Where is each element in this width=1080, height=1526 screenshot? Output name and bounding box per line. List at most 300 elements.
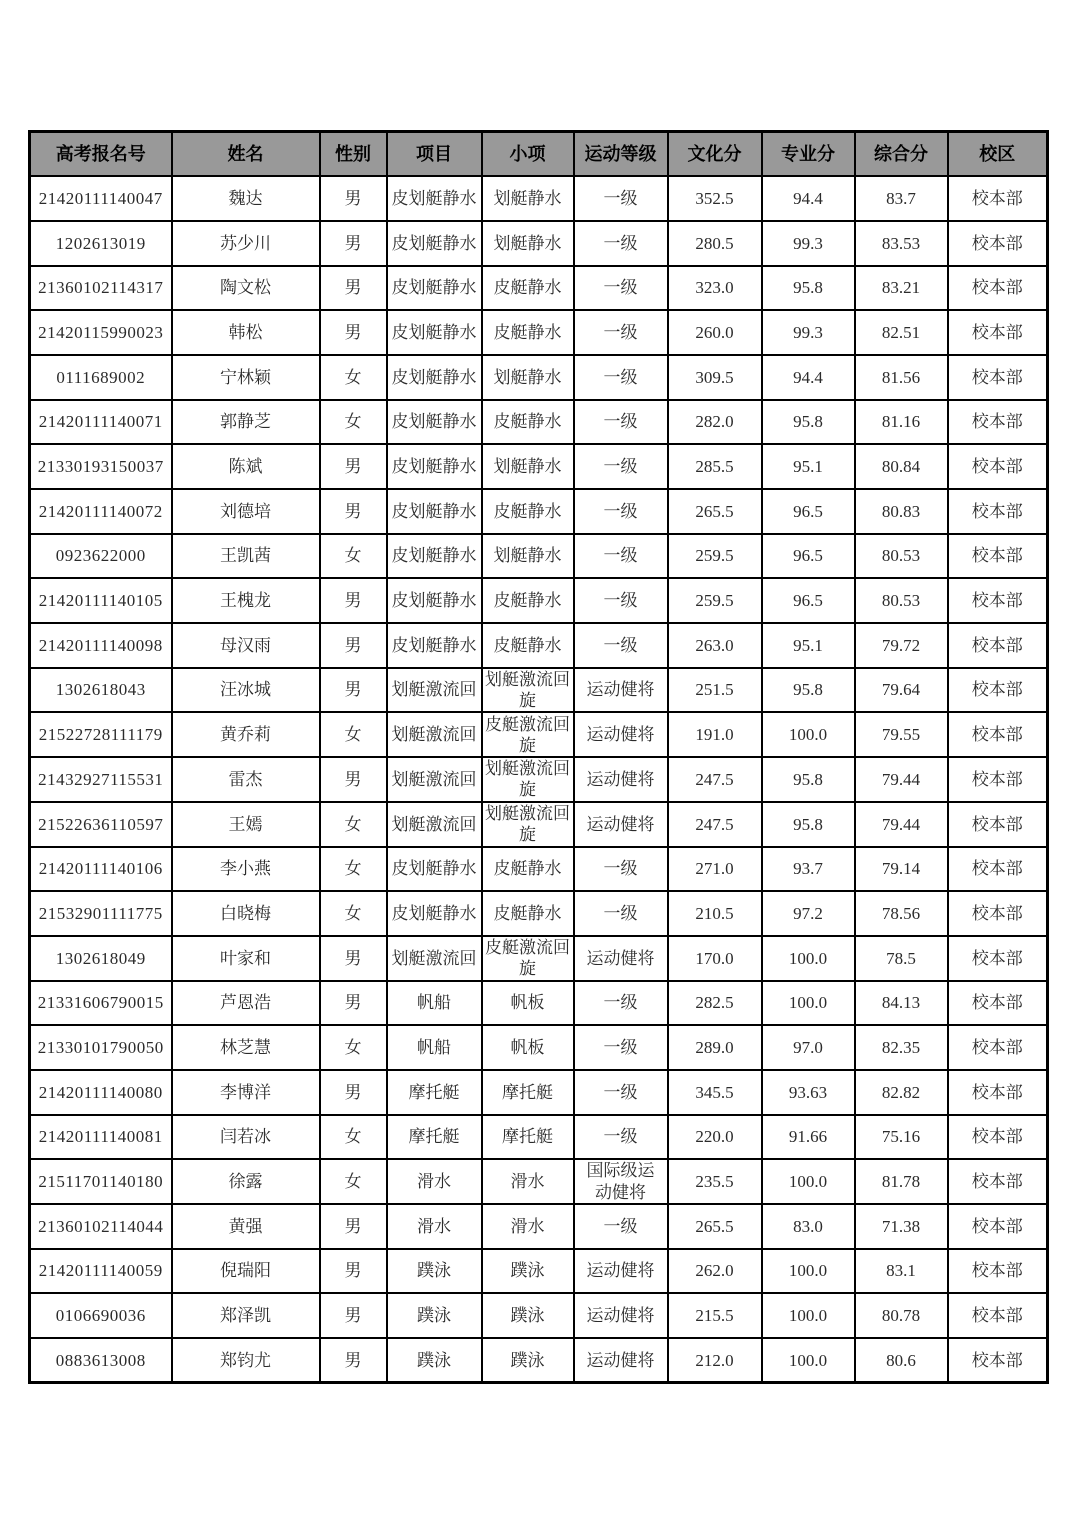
cell-gender: 男 — [320, 1204, 387, 1249]
cell-event: 划艇静水 — [482, 444, 574, 489]
cell-gender: 男 — [320, 444, 387, 489]
cell-event: 滑水 — [482, 1159, 574, 1204]
table-row — [30, 310, 1048, 355]
cell-athlete-level: 一级 — [574, 534, 668, 579]
cell-exam-id: 0883613008 — [30, 1338, 172, 1383]
cell-culture-score: 352.5 — [668, 176, 762, 221]
cell-event: 皮艇静水 — [482, 847, 574, 892]
table-row — [30, 444, 1048, 489]
cell-exam-id: 21331606790015 — [30, 981, 172, 1026]
cell-exam-id: 21330101790050 — [30, 1025, 172, 1070]
cell-event: 蹼泳 — [482, 1293, 574, 1338]
cell-name: 闫若冰 — [172, 1115, 320, 1160]
cell-name: 倪瑞阳 — [172, 1249, 320, 1294]
cell-major-score: 95.1 — [762, 444, 855, 489]
cell-composite-score: 79.44 — [855, 757, 948, 802]
cell-athlete-level: 一级 — [574, 1204, 668, 1249]
cell-name: 林芝慧 — [172, 1025, 320, 1070]
cell-gender: 男 — [320, 668, 387, 713]
cell-name: 刘德培 — [172, 489, 320, 534]
cell-athlete-level: 运动健将 — [574, 1293, 668, 1338]
cell-culture-score: 212.0 — [668, 1338, 762, 1383]
table-row — [30, 1025, 1048, 1070]
cell-athlete-level: 国际级运动健将 — [574, 1159, 668, 1204]
cell-campus: 校本部 — [948, 1249, 1048, 1294]
cell-culture-score: 215.5 — [668, 1293, 762, 1338]
cell-athlete-level: 运动健将 — [574, 1249, 668, 1294]
table-row — [30, 534, 1048, 579]
cell-sport: 划艇激流回 — [387, 802, 482, 847]
cell-culture-score: 220.0 — [668, 1115, 762, 1160]
cell-exam-id: 21420111140098 — [30, 623, 172, 668]
column-header-gender: 性别 — [320, 132, 387, 177]
cell-major-score: 96.5 — [762, 489, 855, 534]
table-row — [30, 176, 1048, 221]
cell-culture-score: 265.5 — [668, 489, 762, 534]
cell-name: 白晓梅 — [172, 891, 320, 936]
cell-gender: 男 — [320, 1070, 387, 1115]
cell-major-score: 95.8 — [762, 757, 855, 802]
cell-campus: 校本部 — [948, 1115, 1048, 1160]
cell-exam-id: 21420111140081 — [30, 1115, 172, 1160]
cell-name: 陈斌 — [172, 444, 320, 489]
cell-composite-score: 78.5 — [855, 936, 948, 981]
cell-gender: 男 — [320, 176, 387, 221]
cell-culture-score: 262.0 — [668, 1249, 762, 1294]
cell-gender: 女 — [320, 712, 387, 757]
column-header-culture-score: 文化分 — [668, 132, 762, 177]
cell-athlete-level: 运动健将 — [574, 757, 668, 802]
cell-composite-score: 83.53 — [855, 221, 948, 266]
cell-composite-score: 81.56 — [855, 355, 948, 400]
cell-exam-id: 1302618043 — [30, 668, 172, 713]
cell-name: 宁林颖 — [172, 355, 320, 400]
cell-event: 皮艇静水 — [482, 578, 574, 623]
cell-culture-score: 282.0 — [668, 400, 762, 445]
cell-composite-score: 82.82 — [855, 1070, 948, 1115]
cell-major-score: 96.5 — [762, 578, 855, 623]
table-row — [30, 400, 1048, 445]
table-row — [30, 578, 1048, 623]
cell-exam-id: 21420111140071 — [30, 400, 172, 445]
cell-name: 黄强 — [172, 1204, 320, 1249]
cell-athlete-level: 一级 — [574, 176, 668, 221]
cell-event: 划艇静水 — [482, 534, 574, 579]
cell-athlete-level: 一级 — [574, 1070, 668, 1115]
cell-campus: 校本部 — [948, 1025, 1048, 1070]
cell-exam-id: 21511701140180 — [30, 1159, 172, 1204]
cell-composite-score: 83.1 — [855, 1249, 948, 1294]
cell-sport: 摩托艇 — [387, 1070, 482, 1115]
cell-campus: 校本部 — [948, 757, 1048, 802]
table-row — [30, 712, 1048, 757]
cell-event: 皮艇静水 — [482, 400, 574, 445]
column-header-major-score: 专业分 — [762, 132, 855, 177]
cell-culture-score: 263.0 — [668, 623, 762, 668]
cell-gender: 女 — [320, 534, 387, 579]
cell-name: 徐露 — [172, 1159, 320, 1204]
cell-composite-score: 80.53 — [855, 578, 948, 623]
cell-sport: 划艇激流回 — [387, 936, 482, 981]
cell-sport: 滑水 — [387, 1159, 482, 1204]
cell-name: 王槐龙 — [172, 578, 320, 623]
cell-athlete-level: 一级 — [574, 623, 668, 668]
column-header-athlete-level: 运动等级 — [574, 132, 668, 177]
cell-sport: 皮划艇静水 — [387, 534, 482, 579]
column-header-exam-id: 高考报名号 — [30, 132, 172, 177]
cell-athlete-level: 一级 — [574, 847, 668, 892]
cell-major-score: 95.8 — [762, 668, 855, 713]
cell-campus: 校本部 — [948, 623, 1048, 668]
cell-event: 划艇激流回旋 — [482, 668, 574, 713]
cell-gender: 男 — [320, 623, 387, 668]
cell-campus: 校本部 — [948, 310, 1048, 355]
cell-composite-score: 80.53 — [855, 534, 948, 579]
cell-culture-score: 280.5 — [668, 221, 762, 266]
cell-major-score: 99.3 — [762, 221, 855, 266]
cell-sport: 划艇激流回 — [387, 757, 482, 802]
table-row — [30, 1115, 1048, 1160]
cell-culture-score: 260.0 — [668, 310, 762, 355]
cell-sport: 帆船 — [387, 1025, 482, 1070]
cell-athlete-level: 一级 — [574, 578, 668, 623]
cell-exam-id: 21532901111775 — [30, 891, 172, 936]
cell-major-score: 96.5 — [762, 534, 855, 579]
cell-gender: 男 — [320, 981, 387, 1026]
cell-campus: 校本部 — [948, 266, 1048, 311]
cell-event: 帆板 — [482, 981, 574, 1026]
cell-event: 皮艇激流回旋 — [482, 712, 574, 757]
cell-culture-score: 247.5 — [668, 802, 762, 847]
cell-event: 滑水 — [482, 1204, 574, 1249]
cell-exam-id: 1302618049 — [30, 936, 172, 981]
cell-name: 陶文松 — [172, 266, 320, 311]
cell-name: 汪冰城 — [172, 668, 320, 713]
cell-exam-id: 21420115990023 — [30, 310, 172, 355]
cell-athlete-level: 一级 — [574, 310, 668, 355]
cell-athlete-level: 一级 — [574, 1115, 668, 1160]
cell-major-score: 83.0 — [762, 1204, 855, 1249]
cell-campus: 校本部 — [948, 802, 1048, 847]
table-row — [30, 623, 1048, 668]
column-header-sport: 项目 — [387, 132, 482, 177]
cell-major-score: 100.0 — [762, 1159, 855, 1204]
cell-culture-score: 259.5 — [668, 578, 762, 623]
cell-name: 母汉雨 — [172, 623, 320, 668]
cell-athlete-level: 运动健将 — [574, 668, 668, 713]
cell-campus: 校本部 — [948, 176, 1048, 221]
cell-culture-score: 235.5 — [668, 1159, 762, 1204]
cell-athlete-level: 运动健将 — [574, 802, 668, 847]
cell-exam-id: 21360102114317 — [30, 266, 172, 311]
cell-major-score: 100.0 — [762, 1338, 855, 1383]
column-header-name: 姓名 — [172, 132, 320, 177]
cell-composite-score: 82.35 — [855, 1025, 948, 1070]
table-row — [30, 936, 1048, 981]
table-row — [30, 1249, 1048, 1294]
cell-gender: 男 — [320, 221, 387, 266]
column-header-campus: 校区 — [948, 132, 1048, 177]
cell-sport: 皮划艇静水 — [387, 176, 482, 221]
cell-culture-score: 345.5 — [668, 1070, 762, 1115]
cell-exam-id: 21432927115531 — [30, 757, 172, 802]
cell-composite-score: 79.44 — [855, 802, 948, 847]
cell-composite-score: 80.83 — [855, 489, 948, 534]
cell-sport: 皮划艇静水 — [387, 489, 482, 534]
cell-culture-score: 265.5 — [668, 1204, 762, 1249]
cell-event: 皮艇激流回旋 — [482, 936, 574, 981]
cell-gender: 男 — [320, 310, 387, 355]
cell-sport: 皮划艇静水 — [387, 847, 482, 892]
cell-major-score: 100.0 — [762, 936, 855, 981]
cell-athlete-level: 运动健将 — [574, 712, 668, 757]
cell-sport: 摩托艇 — [387, 1115, 482, 1160]
cell-culture-score: 282.5 — [668, 981, 762, 1026]
cell-name: 李博洋 — [172, 1070, 320, 1115]
cell-gender: 男 — [320, 266, 387, 311]
cell-name: 郭静芝 — [172, 400, 320, 445]
cell-event: 划艇静水 — [482, 355, 574, 400]
cell-athlete-level: 一级 — [574, 981, 668, 1026]
cell-composite-score: 81.78 — [855, 1159, 948, 1204]
cell-exam-id: 21420111140047 — [30, 176, 172, 221]
cell-campus: 校本部 — [948, 534, 1048, 579]
cell-event: 皮艇静水 — [482, 266, 574, 311]
cell-campus: 校本部 — [948, 712, 1048, 757]
cell-sport: 皮划艇静水 — [387, 578, 482, 623]
cell-campus: 校本部 — [948, 847, 1048, 892]
cell-major-score: 97.2 — [762, 891, 855, 936]
cell-major-score: 100.0 — [762, 981, 855, 1026]
cell-major-score: 100.0 — [762, 1249, 855, 1294]
cell-gender: 男 — [320, 1249, 387, 1294]
column-header-composite-score: 综合分 — [855, 132, 948, 177]
cell-campus: 校本部 — [948, 1338, 1048, 1383]
cell-sport: 帆船 — [387, 981, 482, 1026]
cell-major-score: 97.0 — [762, 1025, 855, 1070]
cell-event: 划艇激流回旋 — [482, 757, 574, 802]
table-row — [30, 847, 1048, 892]
cell-major-score: 93.7 — [762, 847, 855, 892]
cell-culture-score: 323.0 — [668, 266, 762, 311]
cell-exam-id: 21360102114044 — [30, 1204, 172, 1249]
cell-exam-id: 0111689002 — [30, 355, 172, 400]
cell-composite-score: 80.78 — [855, 1293, 948, 1338]
cell-athlete-level: 一级 — [574, 266, 668, 311]
cell-exam-id: 21522728111179 — [30, 712, 172, 757]
cell-sport: 皮划艇静水 — [387, 310, 482, 355]
table-row — [30, 891, 1048, 936]
cell-major-score: 91.66 — [762, 1115, 855, 1160]
cell-campus: 校本部 — [948, 578, 1048, 623]
admission-score-table — [28, 130, 1049, 1384]
table-row — [30, 1159, 1048, 1204]
table-row — [30, 802, 1048, 847]
cell-campus: 校本部 — [948, 1070, 1048, 1115]
cell-culture-score: 271.0 — [668, 847, 762, 892]
cell-sport: 皮划艇静水 — [387, 355, 482, 400]
cell-athlete-level: 一级 — [574, 444, 668, 489]
cell-sport: 蹼泳 — [387, 1338, 482, 1383]
table-row — [30, 1204, 1048, 1249]
cell-composite-score: 79.72 — [855, 623, 948, 668]
cell-major-score: 100.0 — [762, 712, 855, 757]
cell-event: 摩托艇 — [482, 1115, 574, 1160]
cell-event: 皮艇静水 — [482, 891, 574, 936]
cell-name: 芦恩浩 — [172, 981, 320, 1026]
cell-athlete-level: 一级 — [574, 400, 668, 445]
cell-campus: 校本部 — [948, 981, 1048, 1026]
cell-culture-score: 210.5 — [668, 891, 762, 936]
cell-composite-score: 84.13 — [855, 981, 948, 1026]
cell-event: 皮艇静水 — [482, 310, 574, 355]
cell-athlete-level: 一级 — [574, 1025, 668, 1070]
cell-sport: 滑水 — [387, 1204, 482, 1249]
cell-culture-score: 191.0 — [668, 712, 762, 757]
cell-major-score: 94.4 — [762, 176, 855, 221]
cell-composite-score: 80.84 — [855, 444, 948, 489]
cell-sport: 皮划艇静水 — [387, 221, 482, 266]
cell-major-score: 95.1 — [762, 623, 855, 668]
table-header-row — [30, 132, 1048, 177]
cell-event: 摩托艇 — [482, 1070, 574, 1115]
cell-composite-score: 78.56 — [855, 891, 948, 936]
cell-sport: 蹼泳 — [387, 1293, 482, 1338]
cell-name: 郑钧尤 — [172, 1338, 320, 1383]
cell-exam-id: 21420111140059 — [30, 1249, 172, 1294]
cell-exam-id: 21522636110597 — [30, 802, 172, 847]
cell-event: 帆板 — [482, 1025, 574, 1070]
cell-exam-id: 21420111140105 — [30, 578, 172, 623]
cell-exam-id: 1202613019 — [30, 221, 172, 266]
cell-sport: 蹼泳 — [387, 1249, 482, 1294]
table-row — [30, 1070, 1048, 1115]
cell-exam-id: 21420111140080 — [30, 1070, 172, 1115]
table-row — [30, 1338, 1048, 1383]
cell-culture-score: 259.5 — [668, 534, 762, 579]
cell-major-score: 99.3 — [762, 310, 855, 355]
cell-composite-score: 79.14 — [855, 847, 948, 892]
cell-sport: 划艇激流回 — [387, 668, 482, 713]
cell-event: 划艇静水 — [482, 176, 574, 221]
cell-name: 雷杰 — [172, 757, 320, 802]
cell-name: 叶家和 — [172, 936, 320, 981]
cell-sport: 皮划艇静水 — [387, 623, 482, 668]
cell-name: 韩松 — [172, 310, 320, 355]
cell-exam-id: 0923622000 — [30, 534, 172, 579]
cell-event: 皮艇静水 — [482, 623, 574, 668]
cell-gender: 男 — [320, 1293, 387, 1338]
cell-composite-score: 83.7 — [855, 176, 948, 221]
cell-campus: 校本部 — [948, 1293, 1048, 1338]
cell-name: 黄乔莉 — [172, 712, 320, 757]
cell-name: 魏达 — [172, 176, 320, 221]
table-row — [30, 266, 1048, 311]
cell-exam-id: 21330193150037 — [30, 444, 172, 489]
cell-major-score: 95.8 — [762, 266, 855, 311]
cell-campus: 校本部 — [948, 221, 1048, 266]
table-row — [30, 1293, 1048, 1338]
cell-athlete-level: 一级 — [574, 489, 668, 534]
cell-sport: 皮划艇静水 — [387, 400, 482, 445]
cell-campus: 校本部 — [948, 444, 1048, 489]
cell-name: 王凯茜 — [172, 534, 320, 579]
cell-campus: 校本部 — [948, 668, 1048, 713]
cell-composite-score: 83.21 — [855, 266, 948, 311]
cell-culture-score: 247.5 — [668, 757, 762, 802]
cell-composite-score: 71.38 — [855, 1204, 948, 1249]
cell-gender: 女 — [320, 400, 387, 445]
cell-culture-score: 170.0 — [668, 936, 762, 981]
cell-culture-score: 289.0 — [668, 1025, 762, 1070]
cell-campus: 校本部 — [948, 400, 1048, 445]
cell-composite-score: 75.16 — [855, 1115, 948, 1160]
cell-event: 划艇激流回旋 — [482, 802, 574, 847]
table-row — [30, 355, 1048, 400]
cell-sport: 皮划艇静水 — [387, 891, 482, 936]
cell-event: 划艇静水 — [482, 221, 574, 266]
cell-composite-score: 82.51 — [855, 310, 948, 355]
cell-campus: 校本部 — [948, 489, 1048, 534]
cell-exam-id: 21420111140106 — [30, 847, 172, 892]
cell-event: 蹼泳 — [482, 1249, 574, 1294]
cell-sport: 划艇激流回 — [387, 712, 482, 757]
cell-campus: 校本部 — [948, 891, 1048, 936]
cell-exam-id: 21420111140072 — [30, 489, 172, 534]
cell-gender: 女 — [320, 1159, 387, 1204]
cell-gender: 男 — [320, 936, 387, 981]
table-row — [30, 981, 1048, 1026]
cell-sport: 皮划艇静水 — [387, 444, 482, 489]
table-row — [30, 489, 1048, 534]
table-row — [30, 757, 1048, 802]
cell-gender: 女 — [320, 891, 387, 936]
cell-campus: 校本部 — [948, 1204, 1048, 1249]
cell-composite-score: 79.64 — [855, 668, 948, 713]
cell-culture-score: 285.5 — [668, 444, 762, 489]
cell-major-score: 94.4 — [762, 355, 855, 400]
cell-event: 皮艇静水 — [482, 489, 574, 534]
cell-gender: 女 — [320, 1025, 387, 1070]
cell-athlete-level: 运动健将 — [574, 1338, 668, 1383]
cell-culture-score: 251.5 — [668, 668, 762, 713]
cell-major-score: 100.0 — [762, 1293, 855, 1338]
cell-composite-score: 79.55 — [855, 712, 948, 757]
cell-gender: 男 — [320, 578, 387, 623]
cell-gender: 男 — [320, 757, 387, 802]
cell-name: 郑泽凯 — [172, 1293, 320, 1338]
cell-name: 李小燕 — [172, 847, 320, 892]
cell-gender: 女 — [320, 1115, 387, 1160]
cell-name: 王嫣 — [172, 802, 320, 847]
cell-event: 蹼泳 — [482, 1338, 574, 1383]
cell-major-score: 95.8 — [762, 400, 855, 445]
cell-gender: 女 — [320, 802, 387, 847]
cell-gender: 女 — [320, 355, 387, 400]
cell-campus: 校本部 — [948, 936, 1048, 981]
cell-gender: 男 — [320, 489, 387, 534]
cell-athlete-level: 一级 — [574, 221, 668, 266]
cell-gender: 女 — [320, 847, 387, 892]
cell-major-score: 95.8 — [762, 802, 855, 847]
cell-campus: 校本部 — [948, 1159, 1048, 1204]
column-header-event: 小项 — [482, 132, 574, 177]
cell-exam-id: 0106690036 — [30, 1293, 172, 1338]
cell-culture-score: 309.5 — [668, 355, 762, 400]
cell-composite-score: 80.6 — [855, 1338, 948, 1383]
cell-gender: 男 — [320, 1338, 387, 1383]
table-row — [30, 221, 1048, 266]
